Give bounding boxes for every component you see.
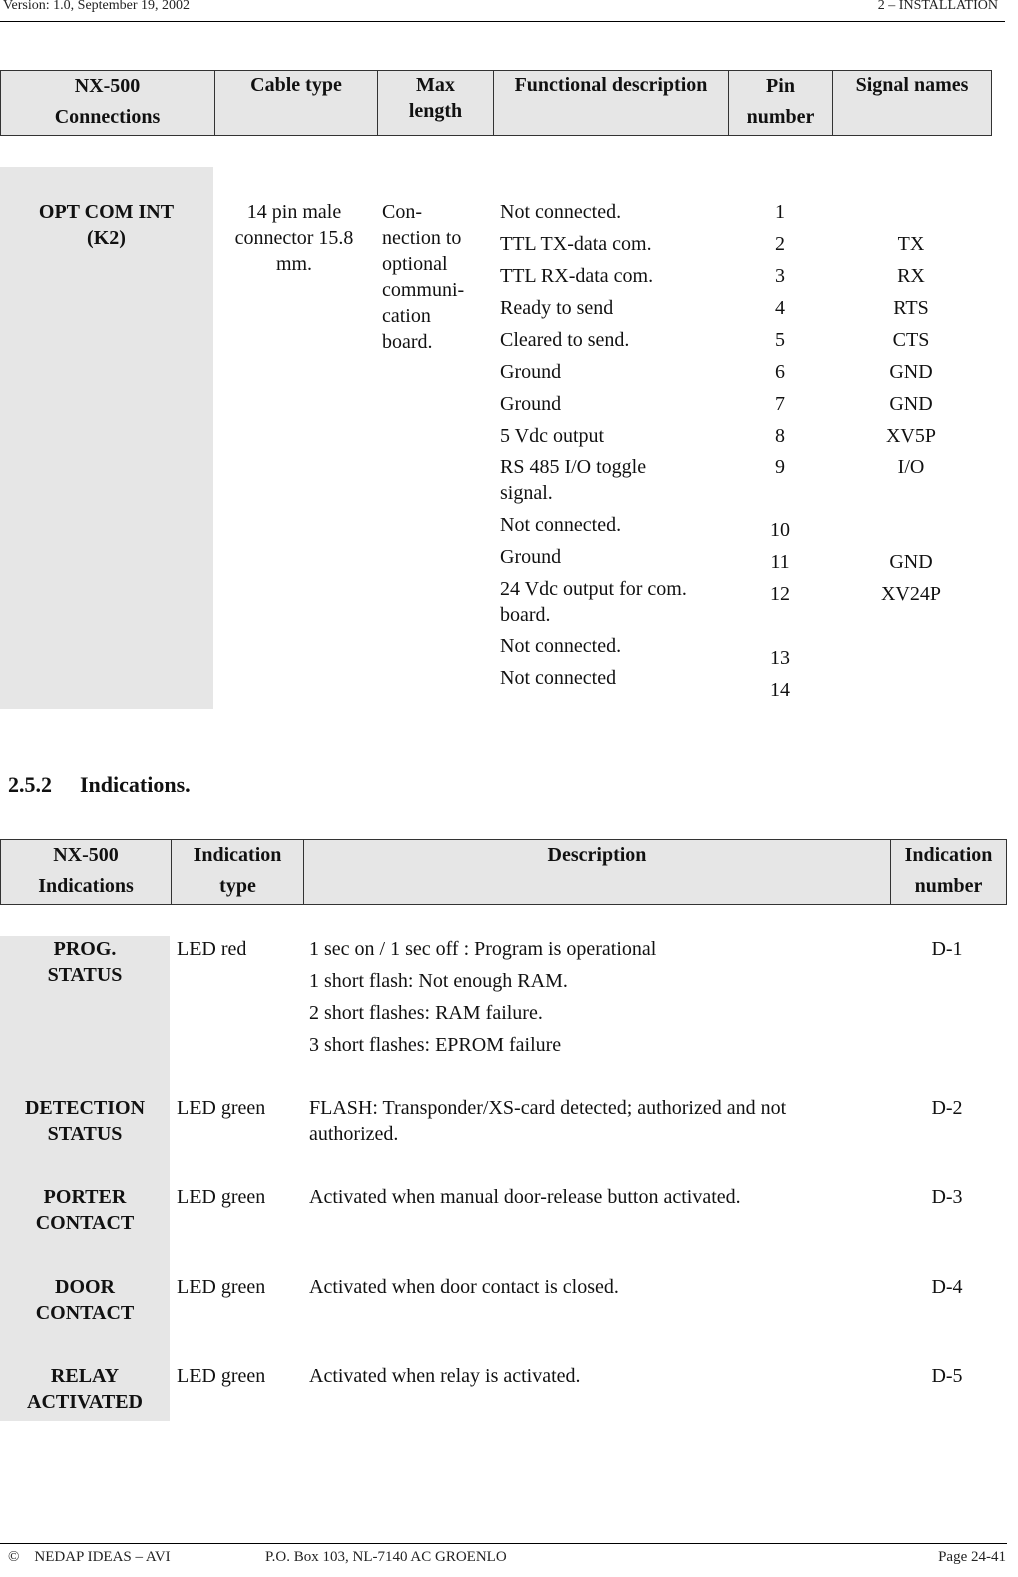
col-cable-type: Cable type	[214, 71, 377, 135]
pin-desc: Ready to send	[500, 297, 614, 319]
pin-number: 11	[770, 551, 790, 573]
col-indication-number: Indication number	[890, 840, 1006, 904]
indication-description: Activated when relay is activated.	[309, 1365, 581, 1387]
pin-number: 3	[775, 265, 785, 287]
indication-name: RELAY ACTIVATED	[27, 1365, 143, 1413]
indication-name: PORTER CONTACT	[35, 1186, 135, 1234]
col-max-length: Max length	[377, 71, 493, 135]
pin-number: 6	[775, 361, 785, 383]
signal-name: I/O	[897, 456, 925, 478]
pin-desc: Ground	[500, 393, 562, 415]
indication-number: D-1	[931, 938, 963, 960]
indication-type: LED green	[177, 1097, 266, 1119]
indication-name: PROG. STATUS	[47, 938, 123, 986]
pin-number: 4	[775, 297, 785, 319]
pin-number: 12	[770, 583, 790, 605]
connections-table-header	[0, 70, 992, 136]
signal-name: GND	[889, 551, 933, 573]
pin-number: 5	[775, 329, 785, 351]
signal-name: RX	[897, 265, 925, 287]
col-functional-description: Functional description	[493, 71, 728, 135]
signal-name: CTS	[892, 329, 930, 351]
indication-number: D-4	[931, 1276, 963, 1298]
connection-name: OPT COM INT (K2)	[38, 201, 175, 249]
signal-name: XV5P	[885, 425, 936, 447]
indication-name: DOOR CONTACT	[35, 1276, 135, 1324]
signal-name: RTS	[893, 297, 929, 319]
indication-type: LED green	[177, 1276, 266, 1298]
pin-number: 1	[775, 201, 785, 223]
pin-desc: TTL RX-data com.	[500, 265, 654, 287]
col-pin-number: Pin number	[728, 71, 832, 135]
col-description: Description	[303, 840, 890, 904]
indication-type: LED red	[177, 938, 247, 960]
indication-description: FLASH: Transponder/XS-card detected; authorized and not authorized.	[309, 1097, 787, 1145]
footer-page: Page 24-41	[938, 1549, 1006, 1565]
col-nx500-indications: NX-500 Indications	[38, 844, 134, 897]
pin-desc: Cleared to send.	[500, 329, 630, 351]
indication-type: LED green	[177, 1186, 266, 1208]
indication-name-column-bg	[0, 936, 170, 1421]
col-signal-names: Signal names	[832, 71, 991, 135]
pin-desc: Ground	[500, 546, 562, 568]
section-title: Indications.	[80, 772, 191, 797]
indication-number: D-3	[931, 1186, 963, 1208]
cable-type-value: 14 pin male connector 15.8 mm.	[234, 201, 354, 275]
pin-number: 7	[775, 393, 785, 415]
pin-desc: RS 485 I/O toggle signal.	[500, 456, 647, 504]
col-indication-type: Indication type	[171, 840, 303, 904]
header-version: Version: 1.0, September 19, 2002	[3, 0, 191, 13]
col-nx500-connections: NX-500 Connections	[54, 75, 161, 128]
pin-number: 2	[775, 233, 785, 255]
max-length-value: Con- nection to optional communi- cation board.	[382, 201, 465, 353]
pin-number: 10	[770, 519, 790, 541]
pin-desc: Not connected	[500, 667, 617, 689]
signal-name: GND	[889, 361, 933, 383]
footer-copyright: © NEDAP IDEAS – AVI	[8, 1549, 171, 1565]
pin-number: 8	[775, 425, 785, 447]
indication-number: D-2	[931, 1097, 963, 1119]
pin-desc: Not connected.	[500, 201, 622, 223]
pin-desc: Ground	[500, 361, 562, 383]
indication-description: Activated when door contact is closed.	[309, 1276, 619, 1298]
header-rule	[0, 21, 1005, 22]
indication-name: DETECTION STATUS	[24, 1097, 146, 1145]
signal-name: TX	[897, 233, 925, 255]
pin-desc: 5 Vdc output	[500, 425, 605, 447]
header-chapter: 2 – INSTALLATION	[877, 0, 998, 13]
pin-number: 9	[775, 456, 785, 478]
indication-number: D-5	[931, 1365, 963, 1387]
footer-rule	[0, 1543, 1007, 1544]
pin-number: 13	[770, 647, 790, 669]
section-number: 2.5.2	[8, 772, 52, 797]
section-heading	[8, 772, 191, 798]
footer-address: P.O. Box 103, NL-7140 AC GROENLO	[265, 1549, 507, 1565]
signal-name: GND	[889, 393, 933, 415]
pin-desc: TTL TX-data com.	[500, 233, 652, 255]
signal-name: XV24P	[880, 583, 941, 605]
indication-description: 1 sec on / 1 sec off : Program is operational 1 short flash: Not enough RAM. 2 short flashes: RAM failure. 3 short flashes: EPROM failure	[309, 938, 657, 1056]
pin-desc: 24 Vdc output for com. board.	[500, 578, 687, 626]
pin-number: 14	[770, 679, 790, 701]
indication-description: Activated when manual door-release button activated.	[309, 1186, 741, 1208]
indications-table-header	[0, 839, 1007, 905]
pin-desc: Not connected.	[500, 514, 622, 536]
indication-type: LED green	[177, 1365, 266, 1387]
pin-desc: Not connected.	[500, 635, 622, 657]
